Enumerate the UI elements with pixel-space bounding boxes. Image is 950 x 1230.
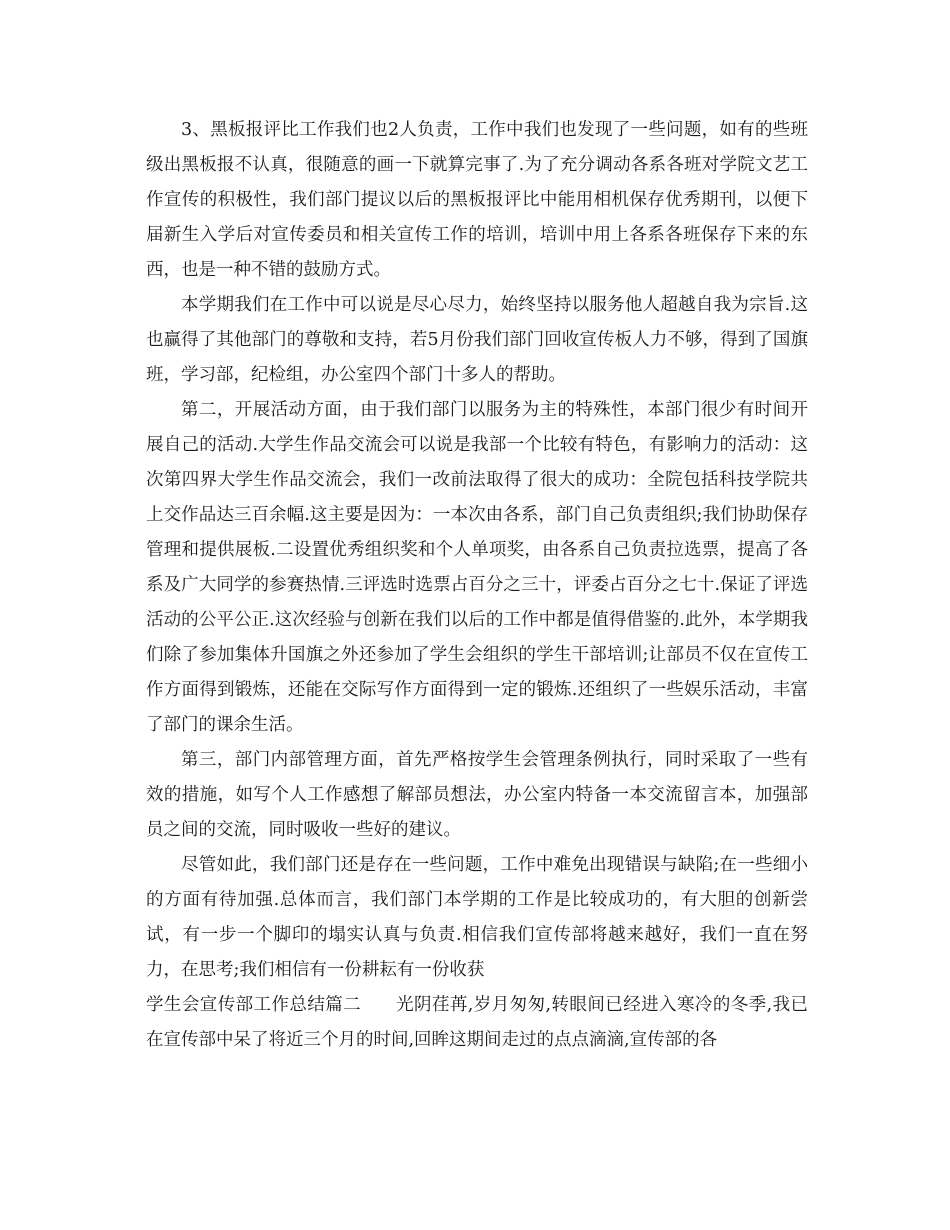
section-two	[146, 988, 808, 1058]
section-two-text: 光阴荏苒,岁月匆匆,转眼间已经进入寒冷的冬季,我已在宣传部中呆了将近三个月的时间,回眸这期间走过的点点滴滴,宣传部的各	[146, 995, 809, 1050]
paragraph-activities: 第二，开展活动方面，由于我们部门以服务为主的特殊性，本部门很少有时间开展自己的活动.大学生作品交流会可以说是我部一个比较有特色，有影响力的活动：这次第四界大学生作品交流会，我们一改前法取得了很大的成功：全院包括科技学院共上交作品达三百余幅.这主要是因为：一本次由各系，部门自己负责组织;我们协助保存管理和提供展板.二设置优秀组织奖和个人单项奖，由各系自己负责拉选票，提高了各系及广大同学的参赛热情.三评选时选票占百分之三十，评委占百分之七十.保证了评选活动的公平公正.这次经验与创新在我们以后的工作中都是值得借鉴的.此外，本学期我们除了参加集体升国旗之外还参加了学生会组织的学生干部培训;让部员不仅在宣传工作方面得到锻炼，还能在交际写作方面得到一定的锻炼.还组织了一些娱乐活动，丰富了部门的课余生活。	[146, 400, 808, 735]
document-body	[146, 113, 808, 1058]
paragraph-conclusion: 尽管如此，我们部门还是存在一些问题，工作中难免出现错误与缺陷;在一些细小的方面有待加强.总体而言，我们部门本学期的工作是比较成功的，有大胆的创新尝试，有一步一个脚印的塌实认真与负责.相信我们宣传部将越来越好，我们一直在努力，在思考;我们相信有一份耕耘有一份收获	[146, 855, 808, 980]
paragraph-internal-management: 第三，部门内部管理方面，首先严格按学生会管理条例执行，同时采取了一些有效的措施，如写个人工作感想了解部员想法，办公室内特备一本交流留言本，加强部员之间的交流，同时吸收一些好的建议。	[146, 750, 808, 840]
paragraph-semester-effort: 本学期我们在工作中可以说是尽心尽力，始终坚持以服务他人超越自我为宗旨.这也赢得了其他部门的尊敬和支持，若5月份我们部门回收宣传板人力不够，得到了国旗班，学习部，纪检组，办公室四个部门十多人的帮助。	[146, 295, 808, 385]
section-two-heading: 学生会宣传部工作总结篇二	[146, 995, 362, 1015]
paragraph-blackboard-review: 3、黑板报评比工作我们也2人负责，工作中我们也发现了一些问题，如有的些班级出黑板报不认真，很随意的画一下就算完事了.为了充分调动各系各班对学院文艺工作宣传的积极性，我们部门提议以后的黑板报评比中能用相机保存优秀期刊，以便下届新生入学后对宣传委员和相关宣传工作的培训，培训中用上各系各班保存下来的东西，也是一种不错的鼓励方式。	[146, 120, 808, 280]
